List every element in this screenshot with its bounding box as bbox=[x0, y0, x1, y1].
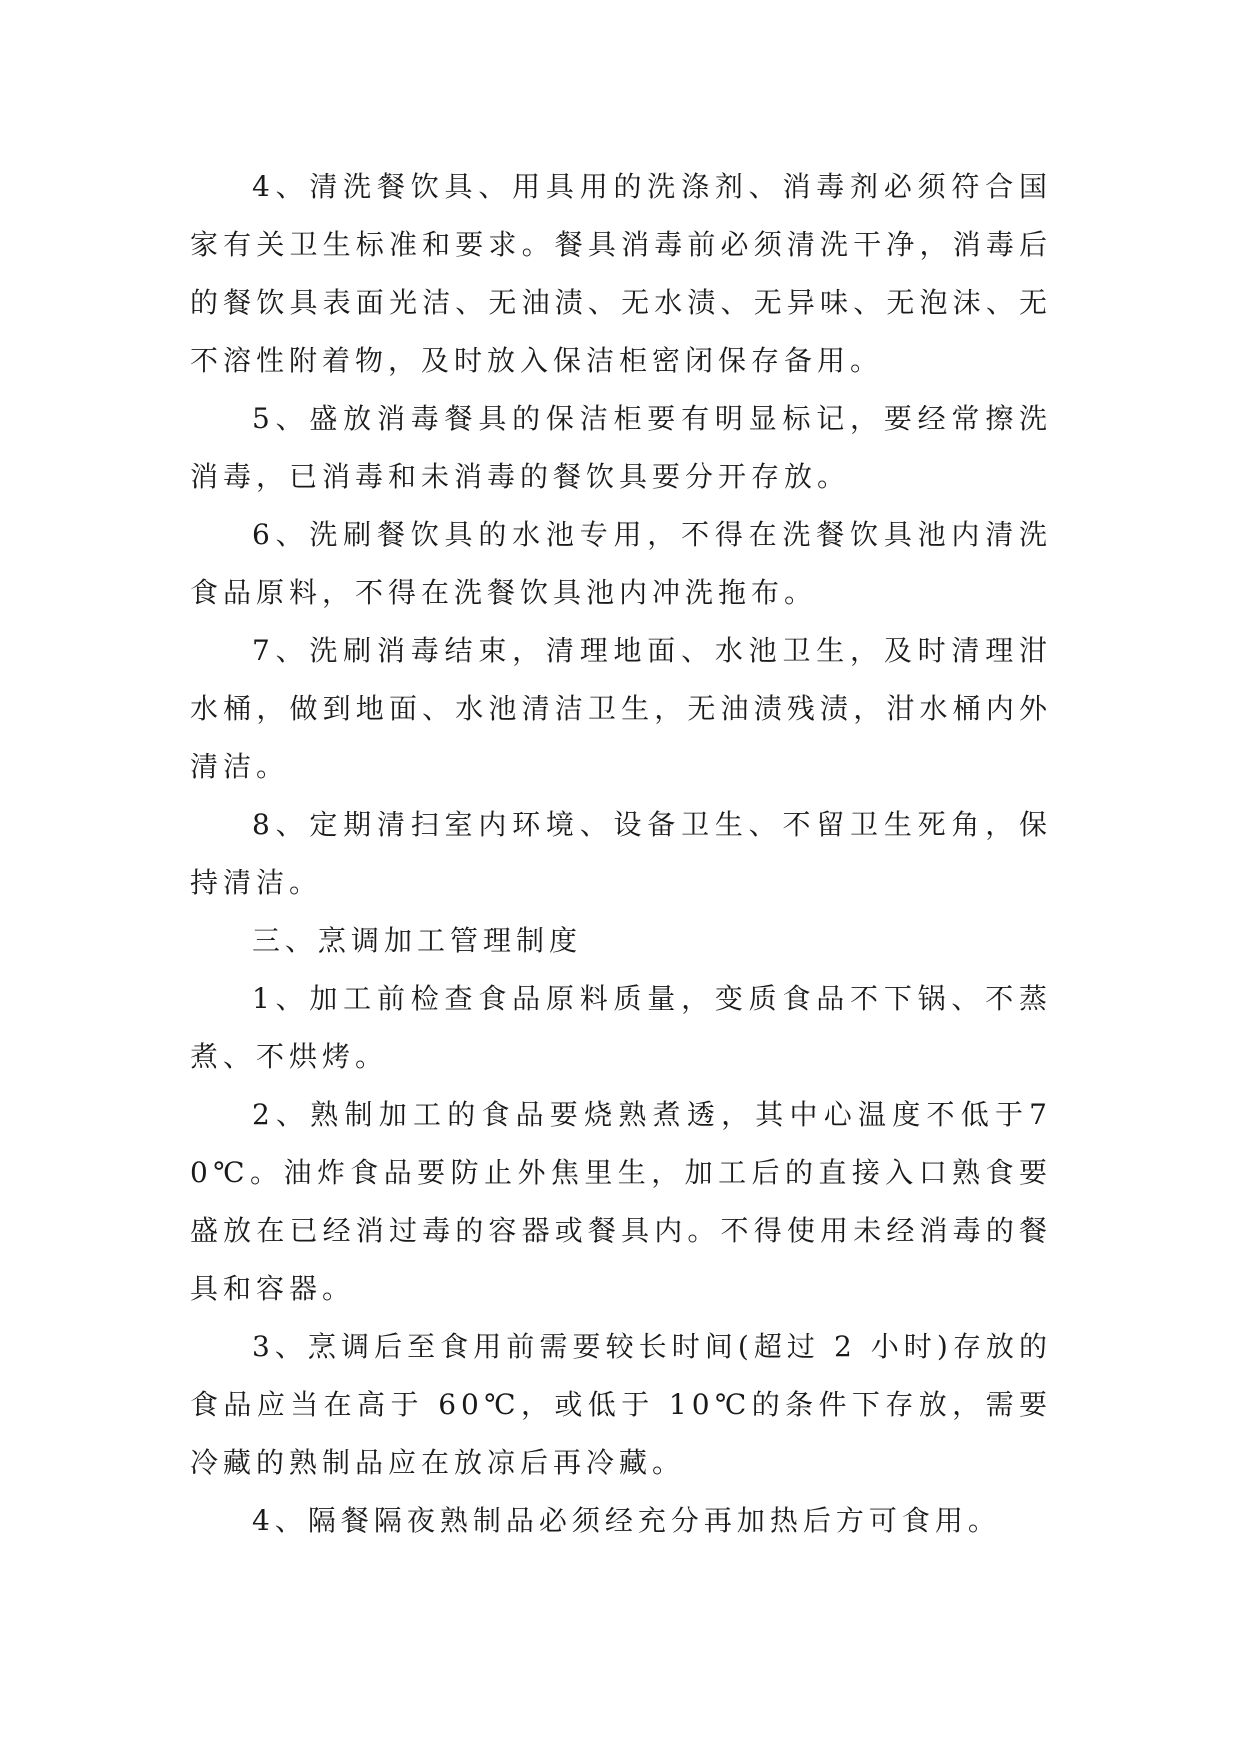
paragraph-regular-cleaning: 8、定期清扫室内环境、设备卫生、不留卫生死角，保持清洁。 bbox=[190, 808, 1052, 899]
paragraph-ingredient-check: 1、加工前检查食品原料质量，变质食品不下锅、不蒸煮、不烘烤。 bbox=[190, 982, 1052, 1073]
paragraph-storage-temperature: 3、烹调后至食用前需要较长时间(超过 2 小时)存放的食品应当在高于 60℃，或低于 10℃的条件下存放，需要冷藏的熟制品应在放凉后再冷藏。 bbox=[190, 1330, 1052, 1479]
paragraph-reheating: 4、隔餐隔夜熟制品必须经充分再加热后方可食用。 bbox=[252, 1504, 1001, 1537]
paragraph-dishware-cleaning: 4、清洗餐饮具、用具用的洗涤剂、消毒剂必须符合国家有关卫生标准和要求。餐具消毒前必须清洗干净，消毒后的餐饮具表面光洁、无油渍、无水渍、无异味、无泡沫、无不溶性附着物，及时放入保洁柜密闭保存备用。 bbox=[190, 170, 1052, 377]
paragraph-cleanup-after-washing: 7、洗刷消毒结束，清理地面、水池卫生，及时清理泔水桶，做到地面、水池清洁卫生，无油渍残渍，泔水桶内外清洁。 bbox=[190, 634, 1052, 783]
paragraph-thorough-cooking: 2、熟制加工的食品要烧熟煮透，其中心温度不低于70℃。油炸食品要防止外焦里生，加工后的直接入口熟食要盛放在已经消过毒的容器或餐具内。不得使用未经消毒的餐具和容器。 bbox=[190, 1098, 1052, 1305]
paragraph-storage-cabinet: 5、盛放消毒餐具的保洁柜要有明显标记，要经常擦洗消毒，已消毒和未消毒的餐饮具要分开存放。 bbox=[190, 402, 1052, 493]
document-body bbox=[190, 158, 1052, 1550]
paragraph-sink-dedicated: 6、洗刷餐饮具的水池专用，不得在洗餐饮具池内清洗食品原料，不得在洗餐饮具池内冲洗拖布。 bbox=[190, 518, 1052, 609]
section-heading-cooking: 三、烹调加工管理制度 bbox=[252, 924, 583, 957]
